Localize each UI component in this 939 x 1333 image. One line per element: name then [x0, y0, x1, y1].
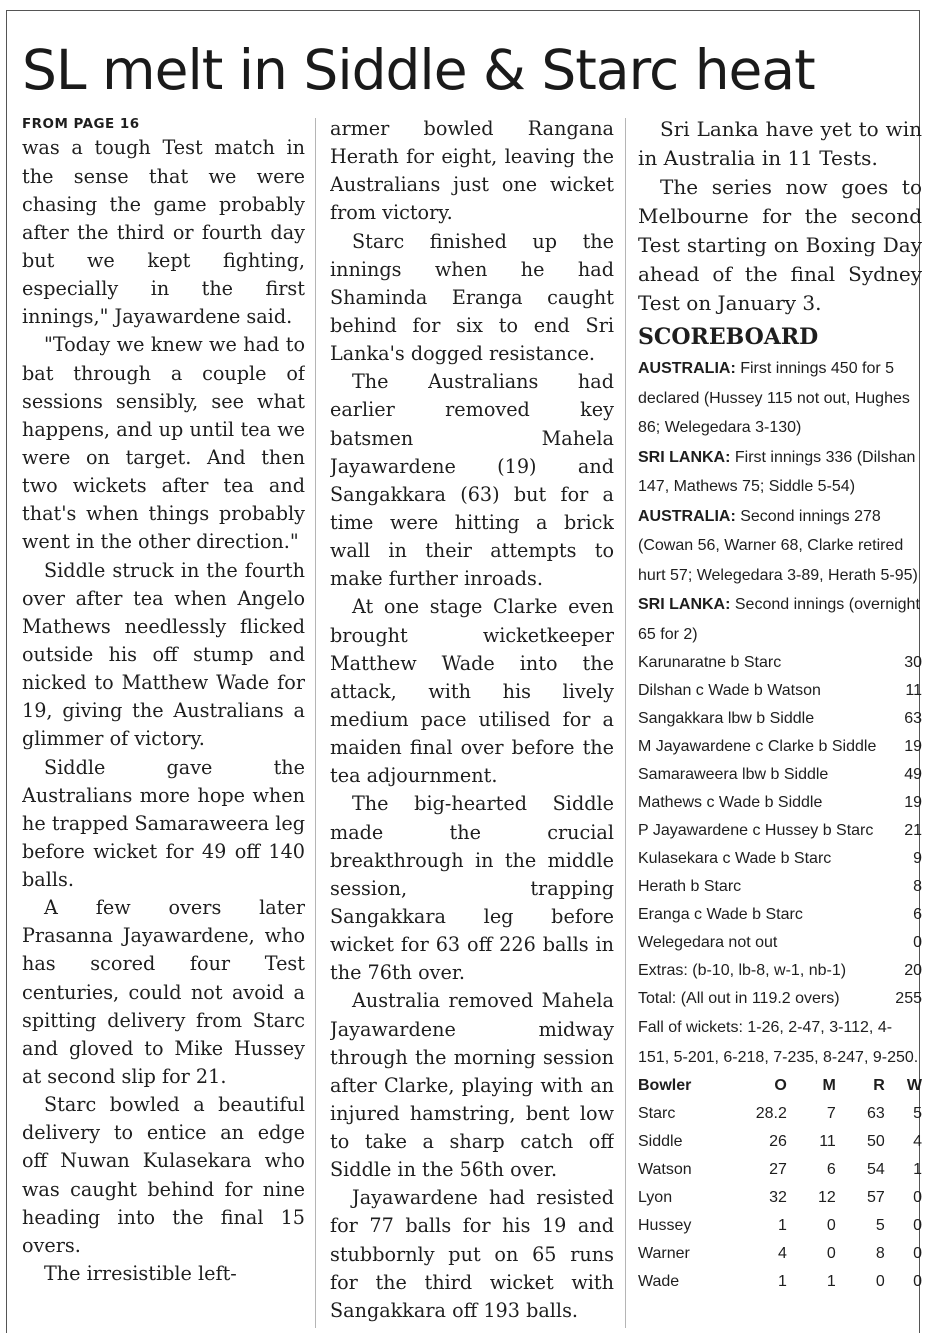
runs: 63: [867, 1105, 885, 1122]
batting-row: [638, 733, 922, 761]
paragraph: Jayawardene had resisted for 77 balls for his 19 and stubbornly put on 65 runs for the third wicket with Sangakkara off 193 balls.: [330, 1186, 614, 1322]
team-name: SRI LANKA:: [638, 596, 731, 613]
bowler: Hussey: [638, 1217, 692, 1234]
overs: 1: [777, 1273, 787, 1290]
batter: Mathews c Wade b Siddle: [638, 794, 823, 811]
paragraph: armer bowled Rangana Herath for eight, leaving the Australians just one wicket from victory.: [330, 117, 614, 225]
maidens: 1: [826, 1273, 836, 1290]
wickets: 0: [913, 1245, 922, 1262]
maidens: 6: [826, 1161, 836, 1178]
paragraph: A few overs later Prasanna Jayawardene, who has scored four Test centuries, could not avoid a spitting delivery from Starc and gloved to Mike Hussey at second slip for 21.: [22, 896, 305, 1089]
total-label: Total: (All out in 119.2 overs): [638, 990, 840, 1007]
paragraph: Starc finished up the innings when he had Shaminda Eranga caught behind for six to end Sri Lanka's dogged resistance.: [330, 229, 614, 366]
article-column-3: [638, 115, 922, 1330]
header-maidens: M: [822, 1077, 836, 1094]
header-overs: O: [774, 1077, 787, 1094]
batter: Welegedara not out: [638, 934, 778, 951]
bowling-header: [638, 1072, 922, 1100]
batter: P Jayawardene c Hussey b Starc: [638, 822, 874, 839]
bowling-card: [638, 1072, 922, 1296]
batter: Samaraweera lbw b Siddle: [638, 766, 829, 783]
header-runs: R: [873, 1077, 885, 1094]
paragraph: Siddle gave the Australians more hope when he trapped Samaraweera leg before wicket for 49 off 140 balls.: [22, 755, 305, 892]
paragraph: The big-hearted Siddle made the crucial breakthrough in the middle session, trapping Sangakkara leg before wicket for 63 off 226 balls in the 76th over.: [330, 792, 614, 985]
paragraph: The series now goes to Melbourne for the second Test starting on Boxing Day ahead of the final Sydney Test on January 3.: [638, 175, 922, 315]
innings-text: First innings 450 for 5 declared (Hussey 115 not out, Hughes 86; Welegedara 3-130): [638, 360, 910, 436]
batting-row: [638, 929, 922, 957]
innings-summary: [638, 354, 922, 443]
bowling-row: [638, 1100, 922, 1128]
innings-text: Second innings (overnight 65 for 2): [638, 596, 920, 643]
extras-row: [638, 957, 922, 985]
column-rule: [625, 118, 626, 1328]
batting-row: [638, 845, 922, 873]
batter: Eranga c Wade b Starc: [638, 906, 803, 923]
bowling-row: [638, 1240, 922, 1268]
batter: Sangakkara lbw b Siddle: [638, 710, 815, 727]
article-column-1: [22, 115, 305, 1330]
total-row: [638, 985, 922, 1013]
scoreboard-title: SCOREBOARD: [638, 324, 819, 350]
wickets: 4: [913, 1133, 922, 1150]
overs: 1: [777, 1217, 787, 1234]
runs: 0: [875, 1273, 885, 1290]
bowler: Wade: [638, 1273, 680, 1290]
overs: 27: [769, 1161, 787, 1178]
paragraph: The Australians had earlier removed key batsmen Mahela Jayawardene (19) and Sangakkara (63) but for a time were hitting a brick wall in their attempts to make further inroads.: [330, 370, 614, 591]
maidens: 0: [826, 1217, 836, 1234]
bowler: Watson: [638, 1161, 692, 1178]
batting-row: [638, 873, 922, 901]
runs: 54: [867, 1161, 885, 1178]
team-name: AUSTRALIA:: [638, 507, 736, 525]
overs: 4: [777, 1245, 787, 1262]
batter: Karunaratne b Starc: [638, 654, 782, 671]
batting-row: [638, 789, 922, 817]
extras-label: Extras: (b-10, lb-8, w-1, nb-1): [638, 962, 847, 979]
scoreboard: [638, 322, 922, 1296]
innings-summary: [638, 443, 922, 502]
column-rule: [315, 118, 316, 1328]
overs: 28.2: [755, 1105, 787, 1122]
runs: 21: [904, 822, 922, 839]
runs: 63: [904, 710, 922, 727]
runs: 19: [904, 738, 922, 755]
batting-row: [638, 705, 922, 733]
batter: Dilshan c Wade b Watson: [638, 682, 821, 699]
maidens: 7: [826, 1105, 836, 1122]
batter: M Jayawardene c Clarke b Siddle: [638, 738, 877, 755]
runs: 0: [913, 934, 922, 951]
paragraph: At one stage Clarke even brought wicketkeeper Matthew Wade into the attack, with his lively medium pace utilised for a maiden final over before the tea adjournment.: [330, 595, 614, 788]
runs: 57: [867, 1189, 885, 1206]
wickets: 5: [913, 1105, 922, 1122]
innings-summary: [638, 502, 922, 591]
paragraph: Starc bowled a beautiful delivery to entice an edge off Nuwan Kulasekara who was caught behind for nine heading into the final 15 overs.: [22, 1093, 305, 1257]
batting-row: [638, 817, 922, 845]
paragraph: Sri Lanka have yet to win in Australia in 11 Tests.: [638, 117, 922, 170]
batting-row: [638, 901, 922, 929]
bowler: Warner: [638, 1245, 690, 1262]
runs: 50: [867, 1133, 885, 1150]
innings-text: Second innings 278 (Cowan 56, Warner 68, Clarke retired hurt 57; Welegedara 3-89, Herath 5-95): [638, 507, 918, 584]
runs: 20: [904, 962, 922, 979]
innings-summary: [638, 590, 922, 649]
runs: 6: [913, 906, 922, 923]
paragraph: was a tough Test match in the sense that we were chasing the game probably after the third or fourth day but we kept fighting, especially in the first innings," Jayawardene said.: [22, 136, 305, 329]
batting-row: [638, 677, 922, 705]
overs: 32: [769, 1189, 787, 1206]
overs: 26: [769, 1133, 787, 1150]
team-name: SRI LANKA:: [638, 448, 731, 466]
batting-row: [638, 761, 922, 789]
bowler: Starc: [638, 1105, 676, 1122]
bowler: Siddle: [638, 1133, 683, 1150]
wickets: 0: [913, 1189, 922, 1206]
runs: 255: [895, 990, 922, 1007]
paragraph: Australia removed Mahela Jayawardene midway through the morning session after Clarke, playing with an injured hamstring, bent low to take a sharp catch off Siddle in the 56th over.: [330, 989, 614, 1182]
bowler: Lyon: [638, 1189, 673, 1206]
fall-of-wickets: Fall of wickets: 1-26, 2-47, 3-112, 4-151, 5-201, 6-218, 7-235, 8-247, 9-250.: [638, 1019, 919, 1066]
paragraph: Siddle struck in the fourth over after tea when Angelo Mathews needlessly flicked outside his off stump and nicked to Matthew Wade for 19, giving the Australians a glimmer of victory.: [22, 558, 305, 751]
runs: 8: [913, 878, 922, 895]
maidens: 11: [819, 1133, 836, 1150]
runs: 8: [875, 1245, 885, 1262]
bowling-row: [638, 1128, 922, 1156]
runs: 9: [913, 850, 922, 867]
from-page-label: FROM PAGE 16: [22, 117, 140, 132]
bowling-row: [638, 1212, 922, 1240]
article-column-2: [330, 115, 614, 1330]
batter: Herath b Starc: [638, 878, 742, 895]
runs: 11: [905, 682, 922, 699]
wickets: 0: [913, 1217, 922, 1234]
batting-card: [638, 649, 922, 1013]
header-wickets: W: [906, 1077, 922, 1094]
paragraph: The irresistible left-: [44, 1262, 237, 1286]
bowling-row: [638, 1184, 922, 1212]
header-bowler: Bowler: [638, 1077, 692, 1094]
bowling-row: [638, 1268, 922, 1296]
headline: SL melt in Siddle & Starc heat: [22, 38, 815, 102]
wickets: 1: [913, 1161, 922, 1178]
paragraph: "Today we knew we had to bat through a couple of sessions sensibly, see what happens, and up until tea we were on target. And then two wickets after tea and that's when things probably went in the other direction.": [22, 333, 305, 554]
runs: 5: [875, 1217, 885, 1234]
runs: 30: [904, 654, 922, 671]
batter: Kulasekara c Wade b Starc: [638, 850, 832, 867]
maidens: 12: [818, 1189, 836, 1206]
maidens: 0: [826, 1245, 836, 1262]
wickets: 0: [913, 1273, 922, 1290]
batting-row: [638, 649, 922, 677]
innings-text: First innings 336 (Dilshan 147, Mathews 75; Siddle 5-54): [638, 448, 916, 495]
runs: 49: [904, 766, 922, 783]
runs: 19: [904, 794, 922, 811]
bowling-row: [638, 1156, 922, 1184]
team-name: AUSTRALIA:: [638, 360, 736, 377]
